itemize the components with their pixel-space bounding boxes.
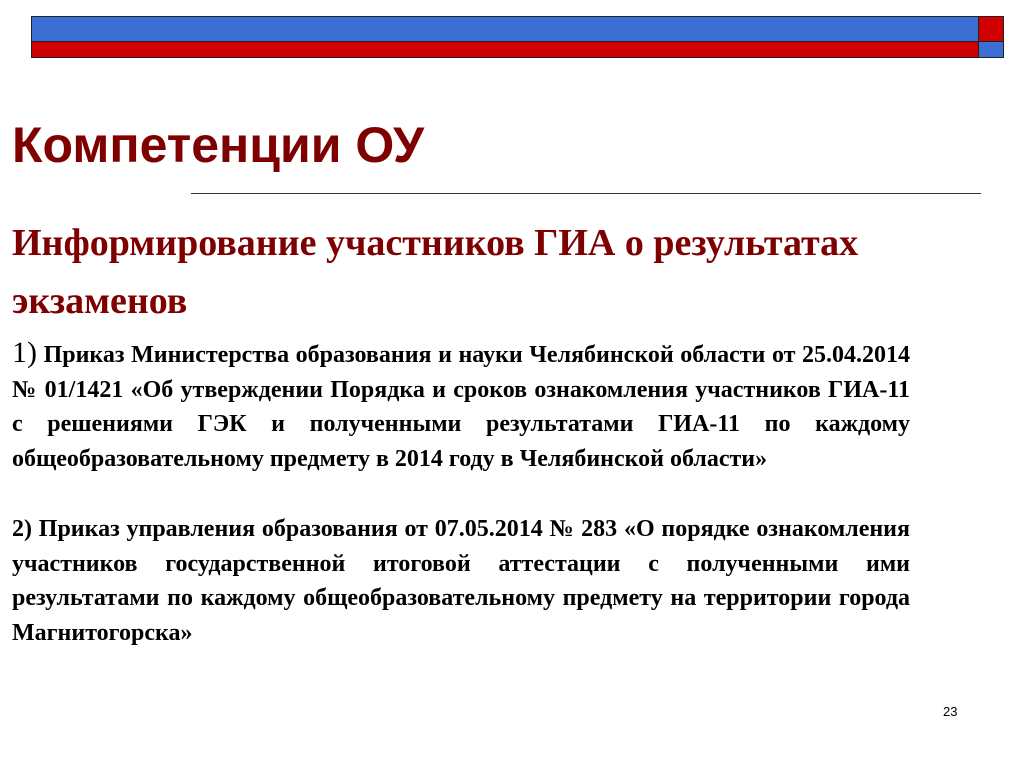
order-item-1-text: Приказ Министерства образования и науки Челябинской области от 25.04.2014 № 01/1421 «Об утверждении Порядка и сроков ознакомления участников ГИА-11 с решениями ГЭК и полученными результатами ГИА-11 по каждому общеобразовательному предмету в 2014 году в Челябинской области» [12, 342, 910, 472]
header-blue-square [978, 42, 1003, 57]
header-red-stripe [32, 42, 978, 57]
header-decoration-bar [31, 16, 1004, 58]
order-item-1-number: 1) [12, 336, 37, 369]
header-red-square [978, 17, 1003, 42]
slide-page-number: 23 [943, 704, 958, 719]
order-item-2-number: 2) [12, 516, 32, 542]
order-item-2 [12, 512, 910, 650]
order-item-1 [12, 336, 910, 476]
title-divider [191, 193, 981, 194]
header-blue-stripe [32, 17, 978, 42]
slide-title: Компетенции ОУ [12, 117, 425, 173]
slide-subtitle: Информирование участников ГИА о результатах экзаменов [12, 222, 859, 322]
order-item-2-text: Приказ управления образования от 07.05.2014 № 283 «О порядке ознакомления участников государственной итоговой аттестации с полученными ими результатами по каждому общеобразовательному предмету на территории города Магнитогорска» [12, 516, 910, 646]
